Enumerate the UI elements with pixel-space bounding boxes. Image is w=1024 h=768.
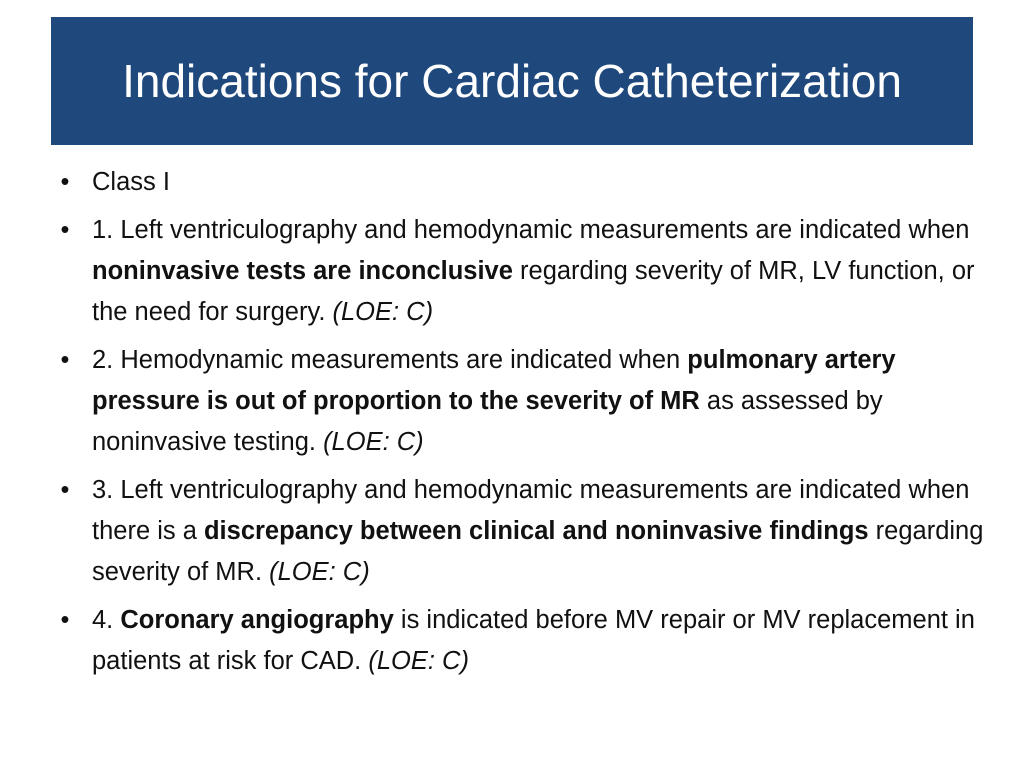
bullet-item-1 (55, 210, 985, 333)
bullet-text: 4. (92, 606, 121, 634)
loe-label: (LOE: C) (323, 428, 424, 456)
bullet-class-i (55, 162, 985, 203)
bullet-icon: • (60, 476, 70, 504)
bullet-item-2 (55, 340, 985, 463)
bullet-icon: • (60, 216, 70, 244)
bullet-text: 3. Left ventriculography and hemodynamic measurements are indicated when there is a (92, 476, 970, 545)
bullet-text: 1. Left ventriculography and hemodynamic measurements are indicated when (92, 216, 970, 244)
slide-title: Indications for Cardiac Catheterization (122, 55, 902, 107)
bullet-icon: • (60, 606, 70, 634)
bullet-text: regarding severity of MR, LV function, or the need for surgery. (92, 257, 975, 326)
bullet-item-4 (55, 600, 985, 682)
bullet-icon: • (60, 168, 70, 196)
loe-label: (LOE: C) (332, 298, 434, 326)
loe-label: (LOE: C) (368, 647, 469, 675)
bullet-text: 2. Hemodynamic measurements are indicated when (92, 346, 688, 374)
bullet-text: as assessed by noninvasive testing. (92, 387, 883, 456)
bullet-emphasis: discrepancy between clinical and noninvasive findings (203, 517, 869, 545)
bullet-item-3 (55, 470, 985, 593)
bullet-text: regarding severity of MR. (92, 517, 984, 586)
loe-label: (LOE: C) (269, 558, 370, 586)
bullet-text: Class I (92, 168, 170, 196)
bullet-emphasis: pulmonary artery pressure is out of proportion to the severity of MR (92, 346, 896, 415)
bullet-emphasis: noninvasive tests are inconclusive (92, 257, 513, 285)
title-bar (51, 17, 973, 145)
bullet-text: is indicated before MV repair or MV replacement in patients at risk for CAD. (92, 606, 975, 675)
bullet-list (55, 162, 985, 689)
bullet-icon: • (60, 346, 70, 374)
bullet-emphasis: Coronary angiography (120, 606, 394, 634)
